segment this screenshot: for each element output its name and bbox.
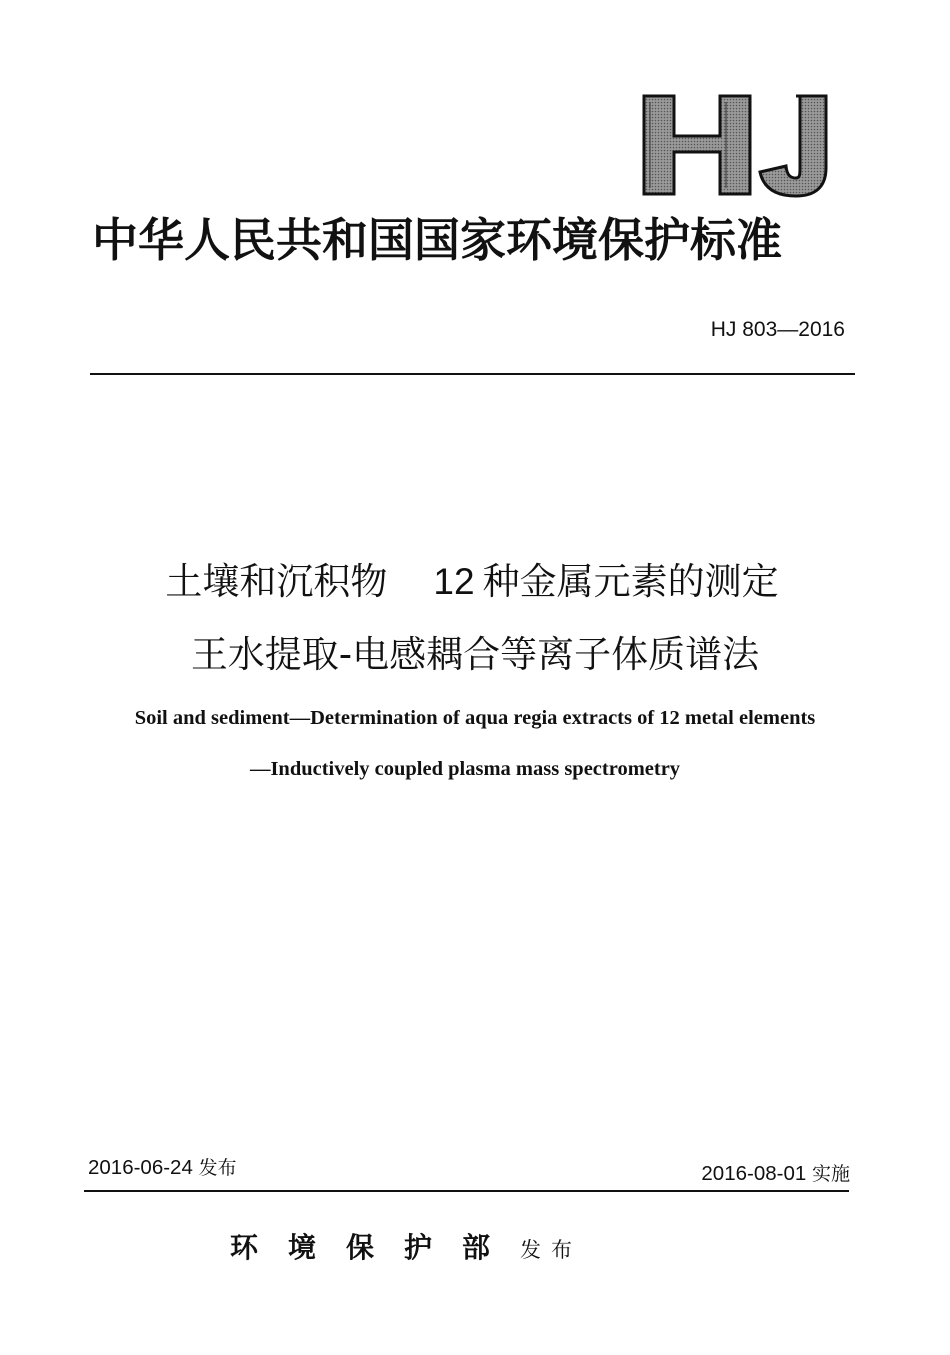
title-en-line2: —Inductively coupled plasma mass spectrometry	[249, 758, 681, 780]
issue-date-label: 发布	[198, 1157, 237, 1179]
title-cn-line1-part1: 土壤和沉积物	[165, 560, 388, 603]
title-cn-line2: 王水提取-电感耦合等离子体质谱法	[190, 633, 760, 676]
bottom-divider	[84, 1190, 849, 1192]
title-cn-line1-part2: 种金属元素的测定	[482, 560, 779, 603]
standard-number: HJ 803—2016	[710, 318, 845, 341]
top-divider	[90, 373, 855, 375]
issuer-name: 环境保护部	[230, 1231, 521, 1264]
title-cn-line1-number: 12	[433, 561, 475, 602]
implement-date-label: 实施	[811, 1163, 850, 1185]
issuer	[230, 1228, 582, 1270]
issue-date	[88, 1154, 237, 1182]
hj-logo	[636, 92, 836, 200]
implement-date-value: 2016-08-01	[701, 1162, 807, 1185]
title-cn-line1	[0, 557, 947, 607]
issue-date-value: 2016-06-24	[88, 1156, 193, 1179]
standard-category: 中华人民共和国国家环境保护标准	[92, 213, 782, 267]
issuer-suffix: 发布	[520, 1238, 583, 1262]
implement-date	[701, 1160, 850, 1188]
title-en-line1: Soil and sediment—Determination of aqua regia extracts of 12 metal elements	[134, 707, 816, 729]
